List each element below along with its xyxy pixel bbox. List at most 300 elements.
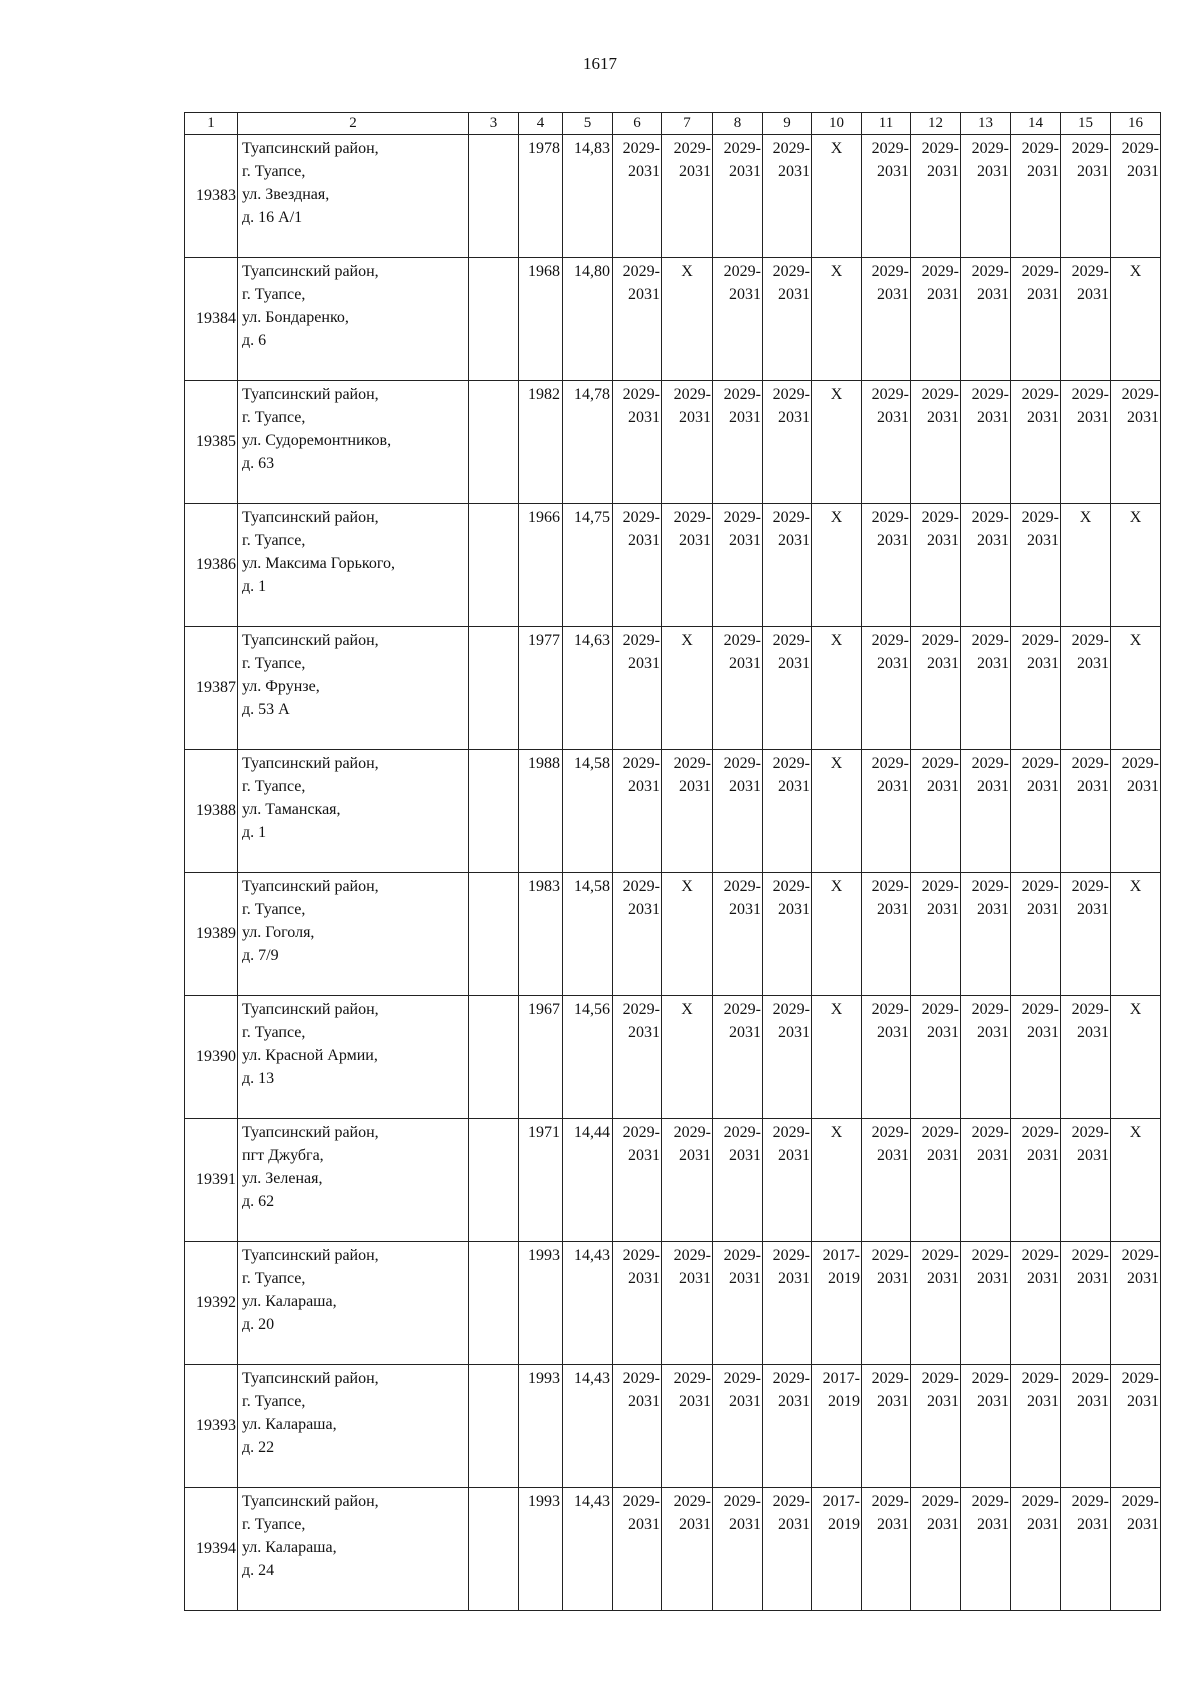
cell-text: 2031 <box>628 163 660 180</box>
period-cell <box>1061 135 1111 258</box>
period-cell <box>911 1488 961 1611</box>
table-row <box>185 135 1161 258</box>
address-line: ул. Бондаренко, <box>242 309 349 326</box>
address-line: д. 13 <box>242 1070 275 1087</box>
period-cell <box>1111 750 1161 873</box>
cell-text: 2031 <box>778 1024 810 1041</box>
table-row <box>185 504 1161 627</box>
year-cell: 1993 <box>519 1242 563 1365</box>
cell-text: 2031 <box>977 286 1009 303</box>
period-cell <box>961 381 1011 504</box>
area-cell: 14,83 <box>563 135 613 258</box>
column-3-cell <box>469 504 519 627</box>
address-line: д. 1 <box>242 824 267 841</box>
registry-body <box>185 113 1161 1611</box>
cell-text: 2029- <box>871 632 909 649</box>
cell-text: 2031 <box>679 1393 711 1410</box>
cell-text: Х <box>681 878 693 895</box>
period-cell <box>1011 1119 1061 1242</box>
not-applicable-cell <box>1111 504 1161 627</box>
address-cell <box>238 750 469 873</box>
not-applicable-cell <box>1111 258 1161 381</box>
cell-text: 2031 <box>927 163 959 180</box>
cell-text: 2031 <box>877 1516 909 1533</box>
period-cell <box>1111 381 1161 504</box>
cell-text: 2031 <box>679 1270 711 1287</box>
column-number-header: 13 <box>961 113 1011 135</box>
cell-text: 2031 <box>729 532 761 549</box>
cell-text: 2031 <box>778 532 810 549</box>
cell-text: 2029- <box>772 509 810 526</box>
cell-text: 2029- <box>673 1370 711 1387</box>
cell-text: 2031 <box>1027 1516 1059 1533</box>
address-line: д. 53 А <box>242 701 290 718</box>
cell-text: 2029- <box>1071 386 1109 403</box>
row-number: 19391 <box>185 1119 238 1242</box>
not-applicable-cell <box>1111 627 1161 750</box>
cell-text: 2029- <box>921 1001 959 1018</box>
address-line: д. 16 А/1 <box>242 209 303 226</box>
period-cell <box>961 627 1011 750</box>
period-cell <box>613 1488 662 1611</box>
period-cell <box>613 135 662 258</box>
year-cell: 1993 <box>519 1365 563 1488</box>
cell-text: 2029- <box>921 755 959 772</box>
registry-table <box>184 112 1161 1611</box>
cell-text: 2029- <box>723 263 761 280</box>
period-cell <box>713 873 763 996</box>
cell-text: 2031 <box>729 1147 761 1164</box>
cell-text: 2031 <box>1027 1147 1059 1164</box>
cell-text: 2031 <box>927 901 959 918</box>
area-cell: 14,44 <box>563 1119 613 1242</box>
cell-text: 2031 <box>729 1516 761 1533</box>
year-cell: 1968 <box>519 258 563 381</box>
cell-text: Х <box>830 386 843 403</box>
row-number: 19390 <box>185 996 238 1119</box>
cell-text: 2031 <box>729 286 761 303</box>
period-cell <box>862 1488 911 1611</box>
cell-text: 2031 <box>927 286 959 303</box>
address-cell <box>238 1242 469 1365</box>
period-cell <box>1061 996 1111 1119</box>
area-cell: 14,80 <box>563 258 613 381</box>
cell-text: 2031 <box>927 1393 959 1410</box>
cell-text: 2031 <box>729 163 761 180</box>
period-cell <box>662 504 713 627</box>
cell-text: 2029- <box>622 878 660 895</box>
period-cell <box>1061 1365 1111 1488</box>
cell-text: 2031 <box>977 532 1009 549</box>
period-cell <box>911 1119 961 1242</box>
cell-text: 2029- <box>871 1247 909 1264</box>
address-line: г. Туапсе, <box>242 778 306 795</box>
table-row <box>185 873 1161 996</box>
cell-text: 2029- <box>1021 1247 1059 1264</box>
column-number-header: 5 <box>563 113 613 135</box>
cell-text: 2029- <box>1121 1370 1159 1387</box>
address-line: д. 62 <box>242 1193 275 1210</box>
cell-text: 2029- <box>971 878 1009 895</box>
cell-text: 2029- <box>673 140 711 157</box>
period-cell <box>1061 258 1111 381</box>
period-cell <box>911 1242 961 1365</box>
period-cell <box>961 1488 1011 1611</box>
address-line: г. Туапсе, <box>242 532 306 549</box>
period-cell <box>862 258 911 381</box>
period-cell <box>862 627 911 750</box>
cell-text: 2031 <box>1077 778 1109 795</box>
cell-text: 2029- <box>1121 386 1159 403</box>
column-3-cell <box>469 1242 519 1365</box>
period-cell <box>1061 1488 1111 1611</box>
address-line: ул. Судоремонтников, <box>242 432 392 449</box>
cell-text: 2029- <box>673 755 711 772</box>
cell-text: 2029- <box>971 1001 1009 1018</box>
cell-text: 2029- <box>1071 1001 1109 1018</box>
cell-text: 2029- <box>772 386 810 403</box>
period-cell <box>862 996 911 1119</box>
row-number: 19383 <box>185 135 238 258</box>
column-3-cell <box>469 135 519 258</box>
cell-text: 2031 <box>877 778 909 795</box>
period-cell <box>613 1365 662 1488</box>
cell-text: 2031 <box>977 1270 1009 1287</box>
cell-text: 2031 <box>927 1516 959 1533</box>
cell-text: 2029- <box>772 1247 810 1264</box>
not-applicable-cell <box>812 996 862 1119</box>
address-line: Туапсинский район, <box>242 140 379 157</box>
period-cell <box>662 1488 713 1611</box>
cell-text: 2031 <box>927 655 959 672</box>
cell-text: 2029- <box>723 509 761 526</box>
cell-text: 2031 <box>877 1147 909 1164</box>
period-cell <box>613 1119 662 1242</box>
period-cell <box>713 504 763 627</box>
period-cell <box>763 1488 812 1611</box>
cell-text: 2031 <box>1027 532 1059 549</box>
cell-text: 2029- <box>971 1493 1009 1510</box>
period-cell <box>713 1242 763 1365</box>
period-cell <box>662 135 713 258</box>
cell-text: 2031 <box>628 286 660 303</box>
period-cell <box>763 873 812 996</box>
cell-text: 2029- <box>1021 140 1059 157</box>
cell-text: 2031 <box>628 778 660 795</box>
cell-text: 2029- <box>622 1001 660 1018</box>
cell-text: 2029- <box>871 1124 909 1141</box>
period-cell <box>713 381 763 504</box>
cell-text: 2031 <box>778 409 810 426</box>
address-cell <box>238 135 469 258</box>
cell-text: 2031 <box>927 778 959 795</box>
cell-text: 2029- <box>622 509 660 526</box>
address-line: Туапсинский район, <box>242 509 379 526</box>
period-cell <box>812 1242 862 1365</box>
column-3-cell <box>469 627 519 750</box>
period-cell <box>763 1119 812 1242</box>
cell-text: 2031 <box>1027 409 1059 426</box>
period-cell <box>961 873 1011 996</box>
table-row <box>185 1488 1161 1611</box>
cell-text: Х <box>1129 509 1142 526</box>
table-row <box>185 1365 1161 1488</box>
period-cell <box>1011 1242 1061 1365</box>
area-cell: 14,63 <box>563 627 613 750</box>
period-cell <box>911 381 961 504</box>
not-applicable-cell <box>812 258 862 381</box>
cell-text: 2029- <box>971 1370 1009 1387</box>
not-applicable-cell <box>812 381 862 504</box>
cell-text: 2031 <box>1027 163 1059 180</box>
address-line: Туапсинский район, <box>242 1370 379 1387</box>
period-cell <box>812 1365 862 1488</box>
column-number-header: 11 <box>862 113 911 135</box>
cell-text: 2031 <box>1027 1024 1059 1041</box>
cell-text: 2029- <box>1021 386 1059 403</box>
row-number: 19394 <box>185 1488 238 1611</box>
cell-text: 2031 <box>927 1024 959 1041</box>
period-cell <box>862 1242 911 1365</box>
period-cell <box>961 1365 1011 1488</box>
cell-text: 2031 <box>1077 1516 1109 1533</box>
address-cell <box>238 258 469 381</box>
cell-text: 2029- <box>871 1493 909 1510</box>
period-cell <box>1061 1119 1111 1242</box>
period-cell <box>713 1119 763 1242</box>
cell-text: 2029- <box>921 263 959 280</box>
area-cell: 14,43 <box>563 1242 613 1365</box>
cell-text: 2029- <box>1021 632 1059 649</box>
cell-text: 2029- <box>622 1124 660 1141</box>
period-cell <box>911 750 961 873</box>
address-line: Туапсинский район, <box>242 1124 379 1141</box>
not-applicable-cell <box>1061 504 1111 627</box>
cell-text: 2031 <box>877 901 909 918</box>
cell-text: 2031 <box>778 1270 810 1287</box>
cell-text: 2029- <box>673 1247 711 1264</box>
year-cell: 1977 <box>519 627 563 750</box>
not-applicable-cell <box>812 135 862 258</box>
not-applicable-cell <box>662 996 713 1119</box>
cell-text: 2031 <box>1077 1270 1109 1287</box>
not-applicable-cell <box>812 873 862 996</box>
cell-text: 2031 <box>877 1024 909 1041</box>
period-cell <box>961 1242 1011 1365</box>
period-cell <box>1111 135 1161 258</box>
cell-text: 2031 <box>628 655 660 672</box>
period-cell <box>763 996 812 1119</box>
address-cell <box>238 1365 469 1488</box>
cell-text: 2031 <box>679 1147 711 1164</box>
year-cell: 1983 <box>519 873 563 996</box>
cell-text: 2031 <box>628 409 660 426</box>
cell-text: 2031 <box>1127 1393 1159 1410</box>
table-row <box>185 627 1161 750</box>
cell-text: 2031 <box>927 532 959 549</box>
column-number-header: 16 <box>1111 113 1161 135</box>
cell-text: 2029- <box>921 140 959 157</box>
period-cell <box>713 135 763 258</box>
cell-text: 2029- <box>871 755 909 772</box>
period-cell <box>1111 1488 1161 1611</box>
cell-text: 2031 <box>1127 778 1159 795</box>
cell-text: 2029- <box>673 1493 711 1510</box>
cell-text: 2029- <box>1021 1370 1059 1387</box>
period-cell <box>911 258 961 381</box>
cell-text: 2031 <box>977 1024 1009 1041</box>
cell-text: 2031 <box>977 1393 1009 1410</box>
period-cell <box>713 750 763 873</box>
cell-text: 2029- <box>1071 632 1109 649</box>
area-cell: 14,43 <box>563 1488 613 1611</box>
address-line: ул. Максима Горького, <box>242 555 396 572</box>
column-3-cell <box>469 1365 519 1488</box>
address-line: Туапсинский район, <box>242 1001 379 1018</box>
table-row <box>185 750 1161 873</box>
cell-text: 2029- <box>622 386 660 403</box>
cell-text: 2029- <box>723 1493 761 1510</box>
cell-text: 2031 <box>729 901 761 918</box>
cell-text: 2029- <box>921 1124 959 1141</box>
address-line: г. Туапсе, <box>242 286 306 303</box>
cell-text: 2017- <box>822 1370 860 1387</box>
cell-text: 2031 <box>877 409 909 426</box>
column-number-header: 12 <box>911 113 961 135</box>
not-applicable-cell <box>1111 1119 1161 1242</box>
cell-text: 2031 <box>679 1516 711 1533</box>
address-cell <box>238 873 469 996</box>
cell-text: 2029- <box>1071 1124 1109 1141</box>
address-line: ул. Калараша, <box>242 1293 337 1310</box>
cell-text: 2017- <box>822 1493 860 1510</box>
period-cell <box>1011 996 1061 1119</box>
period-cell <box>662 1119 713 1242</box>
cell-text: Х <box>1129 1001 1142 1018</box>
cell-text: 2029- <box>772 1370 810 1387</box>
cell-text: 2031 <box>778 286 810 303</box>
cell-text: 2029- <box>871 386 909 403</box>
area-cell: 14,75 <box>563 504 613 627</box>
period-cell <box>763 1242 812 1365</box>
cell-text: 2031 <box>927 1147 959 1164</box>
cell-text: 2029- <box>723 1247 761 1264</box>
cell-text: 2031 <box>729 778 761 795</box>
address-line: Туапсинский район, <box>242 263 379 280</box>
address-line: г. Туапсе, <box>242 1393 306 1410</box>
cell-text: 2019 <box>828 1270 860 1287</box>
address-line: д. 6 <box>242 332 267 349</box>
cell-text: Х <box>1129 263 1142 280</box>
cell-text: 2029- <box>1021 1001 1059 1018</box>
cell-text: 2031 <box>679 409 711 426</box>
cell-text: 2031 <box>1027 1393 1059 1410</box>
period-cell <box>911 504 961 627</box>
cell-text: 2029- <box>772 632 810 649</box>
address-line: г. Туапсе, <box>242 1516 306 1533</box>
cell-text: 2029- <box>1071 1370 1109 1387</box>
cell-text: 2029- <box>871 1370 909 1387</box>
cell-text: Х <box>1129 878 1142 895</box>
cell-text: 2031 <box>927 1270 959 1287</box>
address-line: д. 20 <box>242 1316 275 1333</box>
period-cell <box>812 1488 862 1611</box>
cell-text: 2029- <box>1071 878 1109 895</box>
year-cell: 1966 <box>519 504 563 627</box>
cell-text: 2031 <box>977 163 1009 180</box>
period-cell <box>613 381 662 504</box>
cell-text: Х <box>830 1001 843 1018</box>
year-cell: 1971 <box>519 1119 563 1242</box>
address-line: г. Туапсе, <box>242 1024 306 1041</box>
period-cell <box>1011 135 1061 258</box>
row-number: 19393 <box>185 1365 238 1488</box>
column-number-header: 9 <box>763 113 812 135</box>
cell-text: 2029- <box>622 632 660 649</box>
cell-text: 2029- <box>772 1124 810 1141</box>
cell-text: 2031 <box>977 1147 1009 1164</box>
cell-text: 2029- <box>772 1493 810 1510</box>
address-line: ул. Гоголя, <box>242 924 315 941</box>
cell-text: 2029- <box>1121 1493 1159 1510</box>
cell-text: 2031 <box>977 655 1009 672</box>
cell-text: 2031 <box>877 286 909 303</box>
cell-text: 2029- <box>971 1247 1009 1264</box>
cell-text: 2029- <box>971 509 1009 526</box>
address-line: г. Туапсе, <box>242 655 306 672</box>
row-number: 19389 <box>185 873 238 996</box>
cell-text: 2029- <box>673 1124 711 1141</box>
period-cell <box>1011 1488 1061 1611</box>
cell-text: 2031 <box>729 1270 761 1287</box>
period-cell <box>613 750 662 873</box>
address-line: ул. Звездная, <box>242 186 330 203</box>
cell-text: Х <box>830 1124 843 1141</box>
cell-text: 2031 <box>628 1147 660 1164</box>
period-cell <box>613 996 662 1119</box>
period-cell <box>961 258 1011 381</box>
period-cell <box>763 627 812 750</box>
cell-text: 2031 <box>1027 286 1059 303</box>
column-3-cell <box>469 381 519 504</box>
address-cell <box>238 1119 469 1242</box>
cell-text: Х <box>681 632 693 649</box>
address-line: г. Туапсе, <box>242 409 306 426</box>
not-applicable-cell <box>1111 996 1161 1119</box>
cell-text: 2017- <box>822 1247 860 1264</box>
period-cell <box>862 135 911 258</box>
cell-text: Х <box>830 509 843 526</box>
address-line: д. 7/9 <box>242 947 279 964</box>
cell-text: 2031 <box>1077 901 1109 918</box>
cell-text: 2031 <box>628 1270 660 1287</box>
table-row <box>185 258 1161 381</box>
address-line: г. Туапсе, <box>242 901 306 918</box>
cell-text: 2031 <box>877 163 909 180</box>
cell-text: 2031 <box>628 1393 660 1410</box>
cell-text: 2029- <box>921 1370 959 1387</box>
cell-text: 2031 <box>1077 409 1109 426</box>
cell-text: 2031 <box>679 778 711 795</box>
cell-text: 2029- <box>971 386 1009 403</box>
address-line: г. Туапсе, <box>242 1270 306 1287</box>
cell-text: 2031 <box>778 901 810 918</box>
cell-text: 2031 <box>628 532 660 549</box>
cell-text: 2029- <box>723 755 761 772</box>
period-cell <box>961 504 1011 627</box>
cell-text: 2031 <box>679 163 711 180</box>
area-cell: 14,56 <box>563 996 613 1119</box>
